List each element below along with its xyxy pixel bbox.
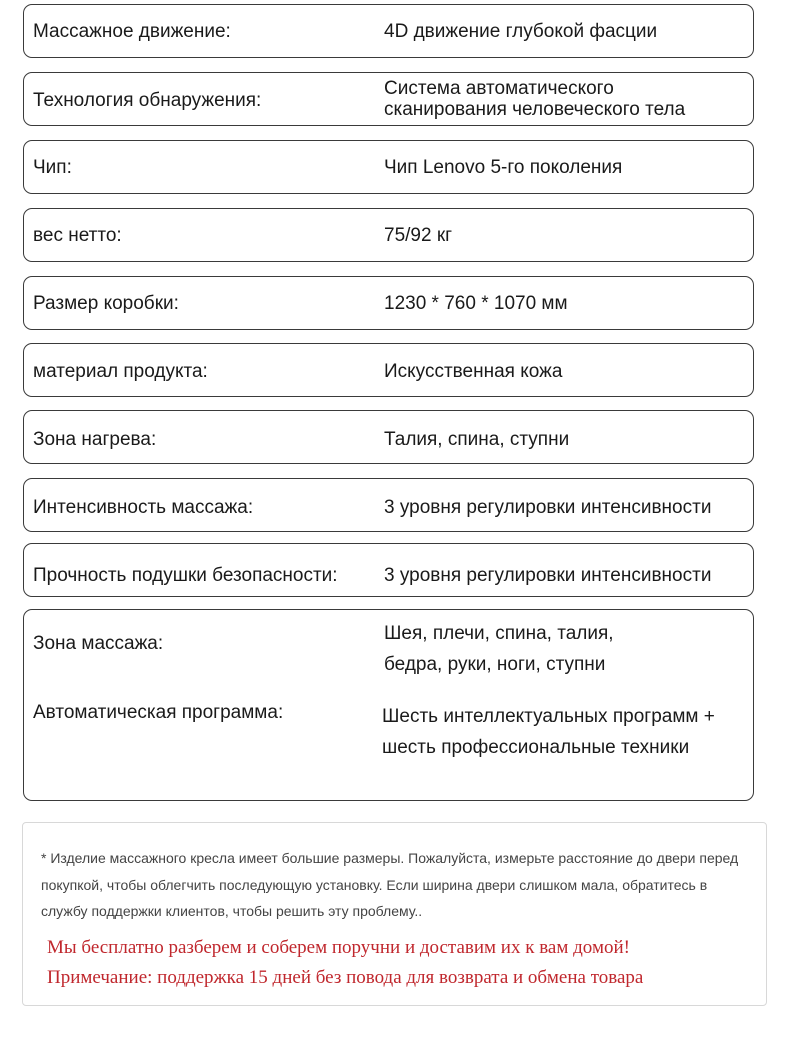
return-policy-note: Примечание: поддержка 15 дней без повода для возврата и обмена товара — [47, 967, 644, 988]
spec-value-massage-zone-line2: бедра, руки, ноги, ступни — [384, 654, 606, 675]
free-assembly-note: Мы бесплатно разберем и соберем поручни и доставим их к вам домой! — [47, 937, 630, 958]
spec-label: Массажное движение: — [33, 21, 231, 42]
spec-value: 4D движение глубокой фасции — [384, 21, 658, 42]
spec-row-massage-intensity — [23, 478, 754, 532]
spec-value: 75/92 кг — [384, 225, 453, 246]
spec-label: Прочность подушки безопасности: — [33, 565, 338, 586]
spec-value: 3 уровня регулировки интенсивности — [384, 497, 712, 518]
spec-row-detection-technology — [23, 72, 754, 126]
spec-label: вес нетто: — [33, 225, 122, 246]
spec-value: Искусственная кожа — [384, 361, 563, 382]
spec-row-box-size — [23, 276, 754, 330]
spec-row-chip — [23, 140, 754, 194]
spec-value-line1: Система автоматического — [384, 78, 614, 99]
spec-value-massage-zone-line1: Шея, плечи, спина, талия, — [384, 623, 614, 644]
spec-value: Чип Lenovo 5-го поколения — [384, 157, 623, 178]
spec-value-auto-program-line2: шесть профессиональные техники — [382, 737, 690, 758]
spec-label: Размер коробки: — [33, 293, 179, 314]
spec-label-massage-zone: Зона массажа: — [33, 633, 164, 654]
spec-value-auto-program-line1: Шесть интеллектуальных программ + — [382, 706, 715, 727]
spec-label: материал продукта: — [33, 361, 208, 382]
spec-row-heating-zone — [23, 410, 754, 464]
spec-label: Чип: — [33, 157, 72, 178]
spec-label: Технология обнаружения: — [33, 90, 262, 111]
note-box — [22, 822, 767, 1006]
spec-row-massage-zone-and-programs — [23, 609, 754, 801]
spec-value: Талия, спина, ступни — [384, 429, 570, 450]
spec-label: Зона нагрева: — [33, 429, 157, 450]
spec-value: 1230 * 760 * 1070 мм — [384, 293, 568, 314]
spec-row-product-material — [23, 343, 754, 397]
spec-label-auto-program: Автоматическая программа: — [33, 702, 284, 723]
spec-row-net-weight — [23, 208, 754, 262]
spec-row-airbag-strength — [23, 543, 754, 597]
spec-label: Интенсивность массажа: — [33, 497, 254, 518]
spec-row-massage-movement — [23, 4, 754, 58]
spec-value-line2: сканирования человеческого тела — [384, 99, 686, 120]
spec-value: 3 уровня регулировки интенсивности — [384, 565, 712, 586]
size-warning-note: * Изделие массажного кресла имеет большие размеры. Пожалуйста, измерьте расстояние до двери перед покупкой, чтобы облегчить последующую установку. Если ширина двери слишком мала, обратитесь в службу поддержки клиентов, чтобы решить эту проблему.. — [41, 850, 739, 919]
